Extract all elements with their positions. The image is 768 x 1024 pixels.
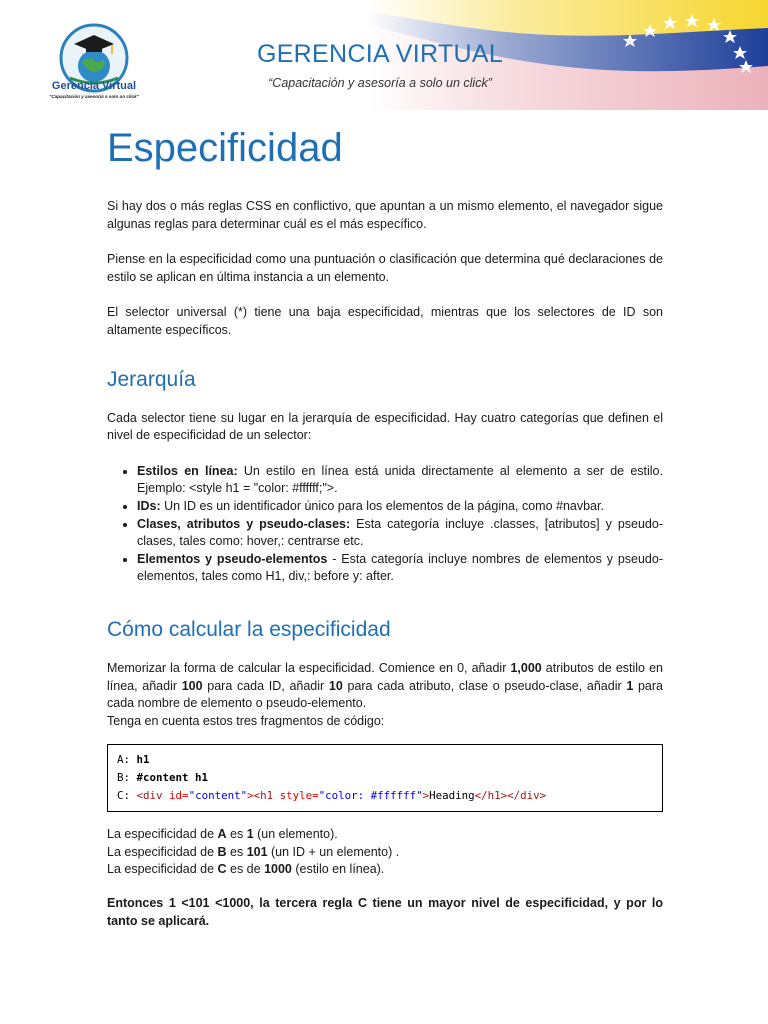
list-item-term: Clases, atributos y pseudo-clases: (137, 516, 351, 531)
list-item (137, 551, 663, 586)
specificity-list (107, 463, 663, 586)
intro-paragraph-2: Piense en la especificidad como una puntuación o clasificación que determina qué declaraciones de estilo se aplican en última instancia a un elemento. (107, 252, 663, 284)
section-heading-jerarquia: Jerarquía (107, 367, 196, 391)
list-item-desc: Un estilo en línea está unida directamente al elemento a ser de estilo. Ejemplo: <style h1 = "color: #ffffff;">. (137, 463, 663, 496)
svg-text:"Capacitación y asesoría a sol: "Capacitación y asesoría a solo un click" (49, 94, 139, 99)
result-line-c: La especificidad de C es de 1000 (estilo en línea). (107, 862, 385, 877)
graduation-globe-icon (36, 20, 160, 100)
result-line-b: La especificidad de B es 101 (un ID + un elemento) . (107, 844, 400, 859)
site-slogan: “Capacitación y asesoría a solo un click” (268, 76, 492, 90)
code-line-a: A: h1 (117, 753, 150, 767)
conclusion-paragraph: Entonces 1 <101 <1000, la tercera regla C tiene un mayor nivel de especificidad, y por lo tanto se aplicará. (107, 896, 663, 928)
page-title: Especificidad (107, 126, 343, 170)
intro-paragraph-3: El selector universal (*) tiene una baja especificidad, mientras que los selectores de ID son altamente específicos. (107, 305, 663, 337)
list-item-term: IDs: (137, 498, 161, 513)
list-item (137, 516, 663, 551)
list-item-term: Estilos en línea: (137, 463, 238, 478)
calculo-paragraph: Memorizar la forma de calcular la especificidad. Comience en 0, añadir 1,000 atributos de estilo en línea, añadir 100 para cada ID, añadir 10 para cada atributo, clase o pseudo-clase, añadir 1 para cada nombre de elemento o pseudo-elemento. (107, 660, 663, 711)
intro-paragraph-1: Si hay dos o más reglas CSS en conflictivo, que apuntan a un mismo elemento, el navegador sigue algunas reglas para determinar cuál es el más específico. (107, 199, 663, 231)
list-item-term: Elementos y pseudo-elementos (137, 551, 328, 566)
code-block (107, 744, 663, 812)
tenga-paragraph: Tenga en cuenta estos tres fragmentos de código: (107, 713, 385, 728)
code-line-b: B: #content h1 (117, 771, 209, 785)
svg-text:Gerencia Virtual: Gerencia Virtual (51, 80, 137, 92)
list-item-desc: - Esta categoría incluye nombres de elementos y pseudo-elementos, tales como H1, div,: before y: after. (137, 551, 663, 584)
result-line-a: La especificidad de A es 1 (un elemento). (107, 827, 338, 842)
list-item-desc: Un ID es un identificador único para los elementos de la página, como #navbar. (160, 498, 604, 513)
site-title: GERENCIA VIRTUAL (256, 40, 504, 68)
list-item-desc: Esta categoría incluye .classes, [atributos] y pseudo-clases, tales como: hover,: centrarse etc. (137, 516, 663, 549)
logo (36, 20, 160, 100)
list-item (137, 498, 663, 516)
jerarquia-paragraph: Cada selector tiene su lugar en la jerarquía de especificidad. Hay cuatro categorías que definen el nivel de especificidad de un selector: (107, 410, 663, 443)
list-item (137, 463, 663, 498)
document-body (107, 120, 663, 948)
section-heading-calculo: Cómo calcular la especificidad (107, 617, 391, 641)
code-line-c: C: <div id="content"><h1 style="color: #ffffff">Heading</h1></div> (117, 789, 547, 803)
